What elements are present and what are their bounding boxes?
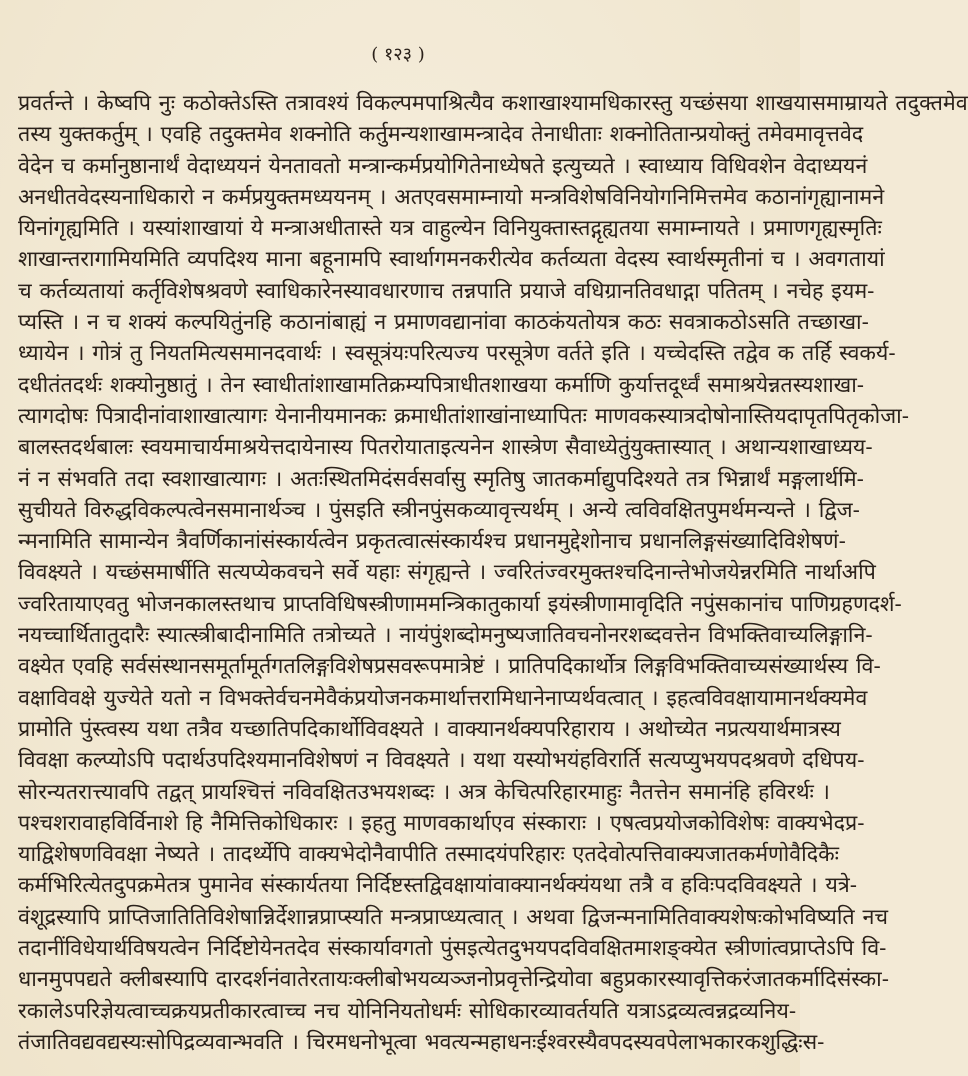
text-line: विवक्षा कल्प्योऽपि पदार्थउपदिश्यमानविशेषणं न विवक्ष्यते । यथा यस्योभयंहविरार्ति सत्यप्युभयपदश्रवणे दधिपय- bbox=[18, 748, 865, 774]
text-line: धानमुपपद्यते क्लीबस्यापि दारदर्शनंवातेरतायःक्लीबोभयव्यञ्जनोप्रवृत्तेन्द्रियोवा बहुप्रकारस्यावृत्तिकरंजातकर्मादिसंस्का- bbox=[18, 967, 889, 993]
text-line: पश्चशरावाहविर्विनाशे हि नैमित्तिकोधिकारः । इहतु माणवकार्थाएव संस्काराः । एषत्वप्रयोजकोविशेषः वाक्यभेदप्र- bbox=[18, 810, 865, 836]
text-line: ध्यायेन । गोत्रं तु नियतमित्यसमानदवार्थः । स्वसूत्रंयःपरित्यज्य परसूत्रेण वर्तते इति । यच्चेदस्ति तद्वेव क तर्हि स्वकर्य- bbox=[18, 341, 896, 367]
page-number: ( १२३ ) bbox=[371, 44, 425, 65]
body-text bbox=[18, 88, 968, 1058]
text-line: नं न संभवति तदा स्वशाखात्यागः । अतःस्थितमिदंसर्वसर्वासु स्मृतिषु जातकर्माद्युपदिश्यते तत्र भिन्नार्थं मङ्गलार्थमि- bbox=[18, 466, 864, 492]
text-line: त्यागदोषः पित्रादीनांवाशाखात्यागः येनानीयमानकः क्रमाधीतांशाखांनाध्यापितः माणवकस्यात्रदोषोनास्तियदापृतपितृकोजा- bbox=[18, 403, 910, 429]
text-line: नयच्चार्थितातुदारैः स्यात्स्त्रीबादीनामिति तत्रोच्यते । नायंपुंशब्दोमनुष्यजातिवचनोनरशब्दवत्तेन विभक्तिवाच्यलिङ्गानि- bbox=[18, 623, 873, 649]
text-line: वक्षाविवक्षे युज्येते यतो न विभक्तेर्वचनमेवैकंप्रयोजनकमार्थात्तरामिधानेनाप्यर्थवत्वात् । इहत्वविवक्षायामानर्थक्यमेव bbox=[18, 685, 868, 711]
text-line: प्रवर्तन्ते । केष्वपि नुः कठोक्तेऽस्ति तत्रावश्यं विकल्पमपाश्रित्यैव कशाखाश्यामधिकारस्तु यच्छंसया शाखयासमाम्रायते तदुक्तमेव bbox=[18, 91, 968, 116]
text-line: प्यस्ति । न च शक्यं कल्पयितुंनहि कठानांबाह्यं न प्रमाणवद्यानांवा काठकंयतोयत्र कठः सवत्राकठोऽसति तच्छाखा- bbox=[18, 310, 869, 336]
text-line: तस्य युक्तकर्तुम् । एवहि तदुक्तमेव शक्नोति कर्तुमन्यशाखामन्त्रादेव तेनाधीताः शक्नोतितान्प्रयोक्तुं तमेवमावृत्तवेद bbox=[18, 122, 864, 148]
text-line: च कर्तव्यतायां कर्तृविशेषश्रवणे स्वाधिकारेनस्यावधारणाच तन्नपाति प्रयाजे वधिग्रानतिवधाद्गा पतितम् । नचेह इयम- bbox=[18, 278, 875, 304]
text-line: बालस्तदर्थबालः स्वयमाचार्यमाश्रयेत्तदायेनास्य पितरोयाताइत्यनेन शास्त्रेण सैवाध्येतुंयुक्तास्यात् । अथान्यशाखाध्यय- bbox=[18, 435, 873, 461]
text-line: प्रामोति पुंस्त्वस्य यथा तत्रैव यच्छातिपदिकार्थोविवक्ष्यते । वाक्यानर्थक्यपरिहाराय । अथोच्येत नप्रत्ययार्थमात्रस्य bbox=[18, 716, 841, 742]
text-line: सुचीयते विरुद्धविकल्पत्वेनसमानार्थञ्च । पुंसइति स्त्रीनपुंसकव्यावृत्त्यर्थम् । अन्ये त्वविवक्षितपुमर्थमन्यन्ते । द्विज- bbox=[18, 497, 860, 523]
text-line: तदानींविधेयार्थविषयत्वेन निर्दिष्टोयेनतदेव संस्कार्यावगतो पुंसइत्येतदुभयपदविवक्षितमाशङ्क्येत स्त्रीणांत्वप्राप्तेऽपि वि- bbox=[18, 936, 887, 962]
text-line: वेदेन च कर्मानुष्ठानार्थं वेदाध्ययनं येनतावतो मन्त्रान्कर्मप्रयोगितेनाध्येषते इत्युच्यते । स्वाध्याय विधिवशेन वेदाध्ययनं bbox=[18, 153, 868, 179]
text-line: विवक्ष्यते । यच्छंसमार्षीति सत्यप्येकवचने सर्वे यहाः संगृह्यन्ते । ज्वरितंज्वरमुक्तश्चदिनान्तेभोजयेन्नरमिति नार्थाअपि bbox=[18, 560, 876, 586]
text-line: कर्मभिरित्येतदुपक्रमेतत्र पुमानेव संस्कार्यतया निर्दिष्टस्तद्विवक्षायांवाक्यानर्थक्यंयथा तत्रै व हविःपदविवक्ष्यते । यत्रे- bbox=[18, 873, 857, 899]
text-line: शाखान्तरागामियमिति व्यपदिश्य माना बहूनामपि स्वार्थागमनकरीत्येव कर्तव्यता वेदस्य स्वार्थस्मृतीनां च । अवगतायां bbox=[18, 247, 885, 273]
text-line: वक्ष्येत एवहि सर्वसंस्थानसमूर्तामूर्तगतलिङ्गविशेषप्रसवरूपमात्रेष्टं । प्रातिपदिकार्थोत्र लिङ्गविभक्तिवाच्यसंख्यार्थस्य वि- bbox=[18, 654, 881, 680]
text-line: याद्विशेषणविवक्षा नेष्यते । तादर्थ्येपि वाक्यभेदोनैवापीति तस्मादयंपरिहारः एतदेवोत्पत्तिवाक्यजातकर्मणोवैदिकैः bbox=[18, 842, 839, 868]
text-line: न्मनामिति सामान्येन त्रैवर्णिकानांसंस्कार्यत्वेन प्रकृतत्वात्संस्कार्यश्च प्रधानमुद्देशोनाच प्रधानलिङ्गसंख्यादिविशेषणं- bbox=[18, 529, 846, 555]
text-line: वंशूद्रस्यापि प्राप्तिजातितिविशेषान्निर्देशान्नप्राप्स्यति मन्त्रप्राप्ध्यत्वात् । अथवा द्विजन्मनामितिवाक्यशेषःकोभविष्यति नच bbox=[18, 904, 889, 930]
text-line: रकालेऽपरिज्ञेयत्वाच्चक्रयप्रतीकारत्वाच्च नच योनिनियतोधर्मः सोधिकारव्यावर्तयति यत्राऽद्रव्यत्वन्नद्रव्यनिय- bbox=[18, 998, 797, 1024]
text-line: अनधीतवेदस्यनाधिकारो न कर्मप्रयुक्तमध्ययनम् । अतएवसमाम्नायो मन्त्रविशेषविनियोगनिमित्तमेव कठानांगृह्यानामने bbox=[18, 184, 885, 210]
text-line: तंजातिवद्यवद्यस्यःसोपिद्रव्यवान्भवति । चिरमधनोभूत्वा भवत्यन्महाधनःईश्वरस्यैवपदस्यवपेलाभकारकशुद्धिःस- bbox=[18, 1029, 825, 1055]
text-line: यिनांगृह्यमिति । यस्यांशाखायां ये मन्त्राअधीतास्ते यत्र वाहुल्येन विनियुक्तास्तद्गृह्यतया समाम्नायते । प्रमाणगृह्यस्मृतिः bbox=[18, 216, 882, 242]
text-line: दधीतंतदर्थः शक्योनुष्ठातुं । तेन स्वाधीतांशाखामतिक्रम्यपित्राधीतशाखया कर्माणि कुर्यात्तदूर्ध्वं समाश्रयेन्नतस्यशाखा- bbox=[18, 372, 865, 398]
text-line: ज्वरितायाएवतु भोजनकालस्तथाच प्राप्तविधिषस्त्रीणाममन्त्रिकातुकार्या इयंस्त्रीणामावृदिति नपुंसकानांच पाणिग्रहणदर्श- bbox=[18, 591, 902, 617]
text-line: सोरन्यतरात्त्यावपि तद्वत् प्रायश्चित्तं नविवक्षितउभयशब्दः । अत्र केचित्परिहारमाहुः नैतत्तेन समानंहि हविरर्थः । bbox=[18, 779, 830, 805]
